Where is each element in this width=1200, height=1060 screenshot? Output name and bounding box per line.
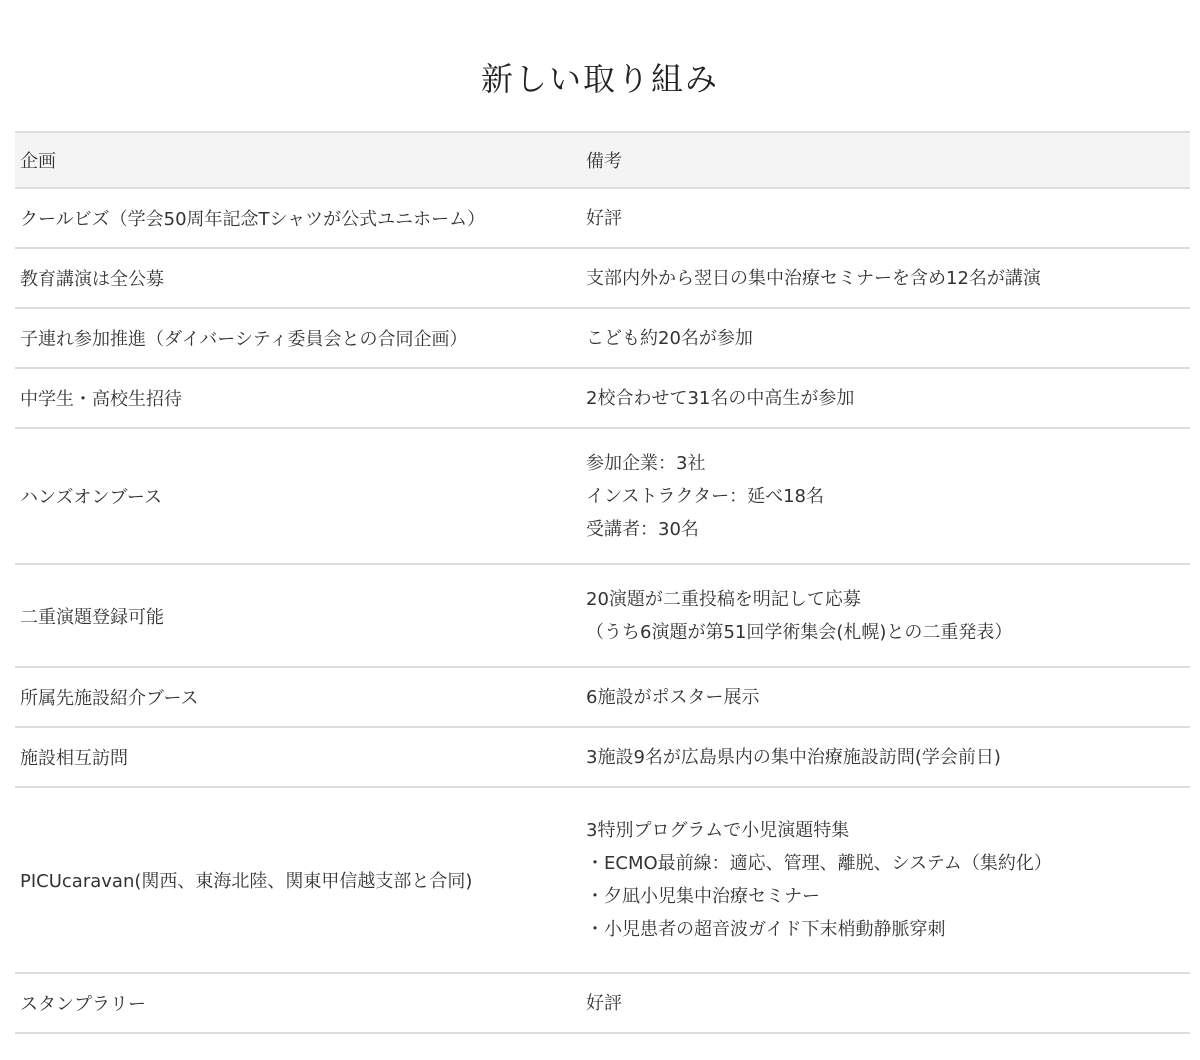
project-cell: 教育講演は全公募 — [20, 269, 164, 290]
note-line: 好評 — [586, 992, 622, 1014]
table-row — [15, 788, 1190, 974]
note-line: 20演題が二重投稿を明記して応募 — [586, 588, 861, 610]
table-row — [15, 249, 1190, 309]
table-row — [15, 565, 1190, 668]
project-cell: ハンズオンブース — [20, 487, 163, 508]
notes-cell — [581, 814, 1190, 946]
notes-cell — [581, 583, 1190, 649]
notes-cell — [581, 447, 1190, 546]
table-row — [15, 728, 1190, 788]
project-cell: PICUcaravan(関西、東海北陸、関東甲信越支部と合同) — [20, 871, 473, 892]
table-row — [15, 429, 1190, 565]
notes-cell — [581, 987, 1190, 1020]
column-header-project: 企画 — [20, 151, 56, 172]
table-row — [15, 189, 1190, 249]
notes-cell — [581, 202, 1190, 235]
project-cell: クールビズ（学会50周年記念Tシャツが公式ユニホーム） — [20, 209, 486, 230]
note-line: こども約20名が参加 — [586, 327, 753, 349]
notes-cell — [581, 382, 1190, 415]
table-row — [15, 974, 1190, 1034]
project-cell: 子連れ参加推進（ダイバーシティ委員会との合同企画） — [20, 329, 468, 350]
note-line: ・ECMO最前線：適応、管理、離脱、システム（集約化） — [586, 853, 1052, 874]
table-header-row — [15, 133, 1190, 189]
table-row — [15, 369, 1190, 429]
initiatives-table — [15, 131, 1190, 1034]
project-cell: 二重演題登録可能 — [20, 606, 164, 628]
table-row — [15, 668, 1190, 728]
note-line: 好評 — [586, 207, 622, 229]
notes-cell — [581, 741, 1190, 774]
project-cell: 中学生・高校生招待 — [20, 389, 182, 410]
notes-cell — [581, 681, 1190, 714]
page-title: 新しい取り組み — [480, 60, 719, 98]
note-line: 支部内外から翌日の集中治療セミナーを含め12名が講演 — [586, 267, 1041, 289]
note-line: ・夕凪小児集中治療セミナー — [586, 886, 820, 907]
project-cell: 所属先施設紹介ブース — [20, 688, 199, 709]
notes-cell — [581, 262, 1190, 295]
note-line: 2校合わせて31名の中高生が参加 — [586, 387, 855, 409]
note-line: インストラクター：延べ18名 — [586, 485, 825, 507]
note-line: 3特別プログラムで小児演題特集 — [586, 820, 850, 841]
note-line: 6施設がポスター展示 — [586, 686, 760, 708]
note-line: 参加企業：3社 — [586, 452, 706, 474]
note-line: ・小児患者の超音波ガイド下末梢動静脈穿刺 — [586, 919, 946, 940]
table-row — [15, 309, 1190, 369]
project-cell: 施設相互訪問 — [20, 748, 128, 769]
column-header-notes: 備考 — [586, 151, 622, 172]
note-line: 3施設9名が広島県内の集中治療施設訪問(学会前日) — [586, 746, 1001, 768]
notes-cell — [581, 322, 1190, 355]
project-cell: スタンプラリー — [20, 994, 146, 1015]
note-line: 受講者：30名 — [586, 518, 699, 540]
note-line: （うち6演題が第51回学術集会(札幌)との二重発表） — [586, 621, 1013, 643]
